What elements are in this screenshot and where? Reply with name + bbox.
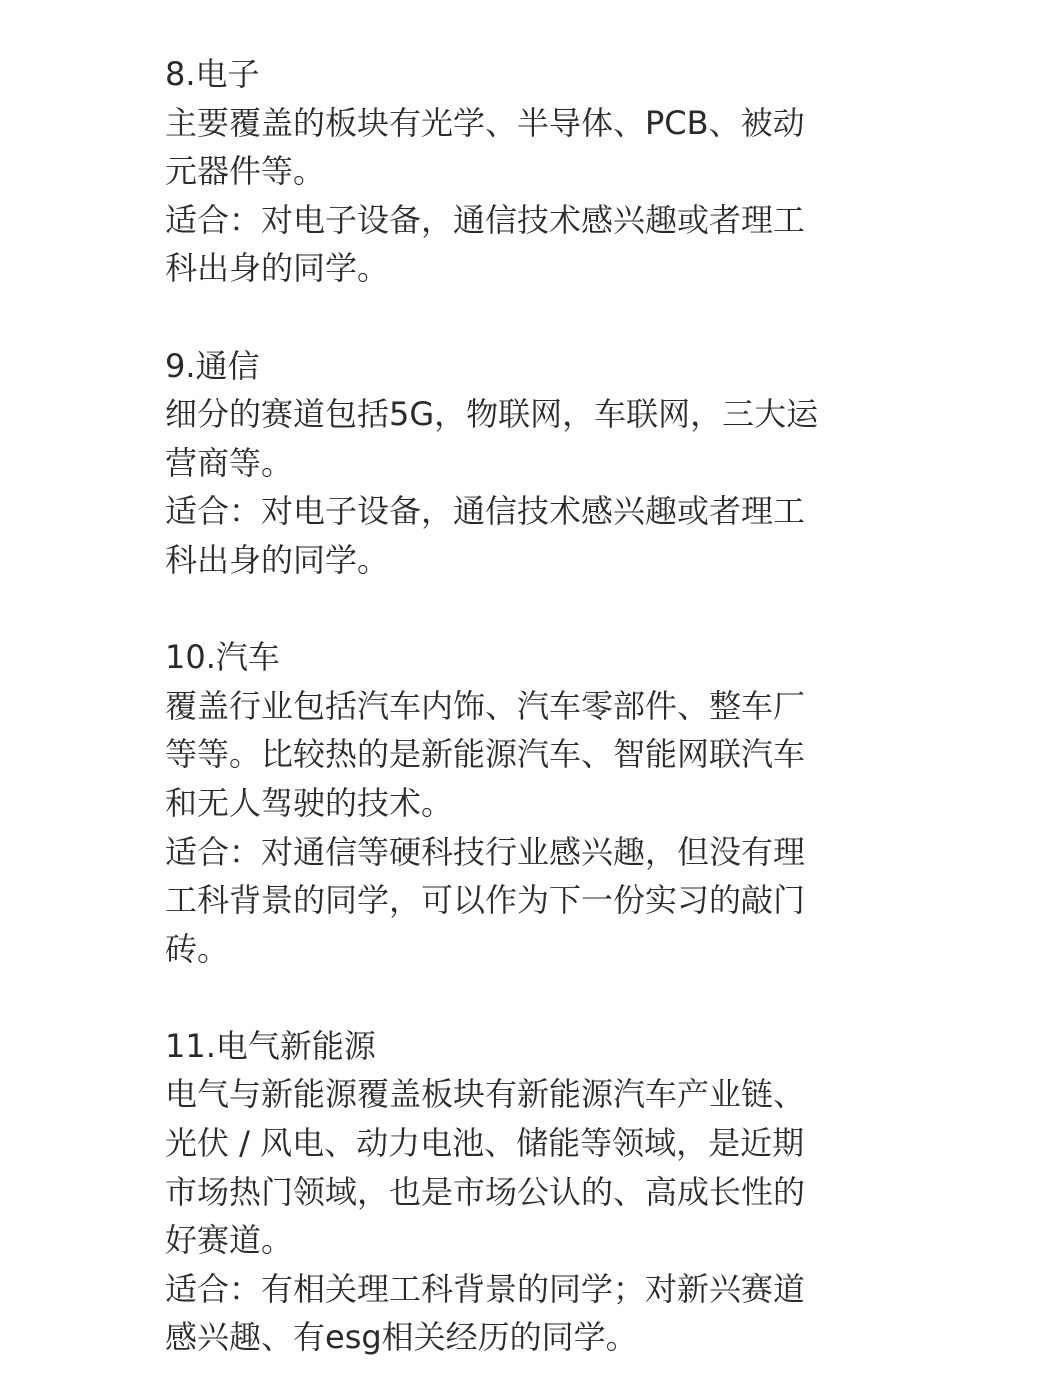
paragraph-line: 细分的赛道包括5G，物联网，车联网，三大运 xyxy=(165,395,819,434)
paragraph-line: 光伏 / 风电、动力电池、储能等领域，是近期 xyxy=(165,1124,805,1163)
section-title: 9.通信 xyxy=(165,346,260,385)
paragraph-line: 覆盖行业包括汽车内饰、汽车零部件、整车厂 xyxy=(165,686,806,725)
paragraph-line: 等等。比较热的是新能源汽车、智能网联汽车 xyxy=(165,735,806,774)
paragraph-line: 砖。 xyxy=(165,929,230,968)
paragraph-line: 科出身的同学。 xyxy=(165,540,390,579)
article-body xyxy=(165,50,885,1362)
paragraph-line: 好赛道。 xyxy=(165,1221,294,1260)
paragraph-line: 适合：有相关理工科背景的同学；对新兴赛道 xyxy=(165,1269,806,1308)
section-telecom xyxy=(165,342,885,585)
paragraph-line: 适合：对通信等硬科技行业感兴趣，但没有理 xyxy=(165,832,806,871)
paragraph-line: 科出身的同学。 xyxy=(165,249,390,288)
paragraph-line: 市场热门领域，也是市场公认的、高成长性的 xyxy=(165,1172,806,1211)
paragraph-line: 和无人驾驶的技术。 xyxy=(165,783,454,822)
section-electrical-new-energy xyxy=(165,1022,885,1362)
section-automotive xyxy=(165,633,885,973)
section-title: 8.电子 xyxy=(165,55,260,93)
paragraph-line: 工科背景的同学，可以作为下一份实习的敲门 xyxy=(165,881,806,920)
section-title: 11.电气新能源 xyxy=(165,1026,376,1065)
paragraph-line: 感兴趣、有esg相关经历的同学。 xyxy=(165,1318,638,1357)
paragraph-line: 营商等。 xyxy=(165,443,294,482)
paragraph-line: 主要覆盖的板块有光学、半导体、PCB、被动 xyxy=(165,103,805,142)
paragraph-line: 适合：对电子设备，通信技术感兴趣或者理工 xyxy=(165,492,806,531)
section-electronics xyxy=(165,50,885,293)
section-title: 10.汽车 xyxy=(165,638,280,677)
paragraph-line: 元器件等。 xyxy=(165,152,326,191)
paragraph-line: 电气与新能源覆盖板块有新能源汽车产业链、 xyxy=(165,1075,806,1114)
paragraph-line: 适合：对电子设备，通信技术感兴趣或者理工 xyxy=(165,200,806,239)
